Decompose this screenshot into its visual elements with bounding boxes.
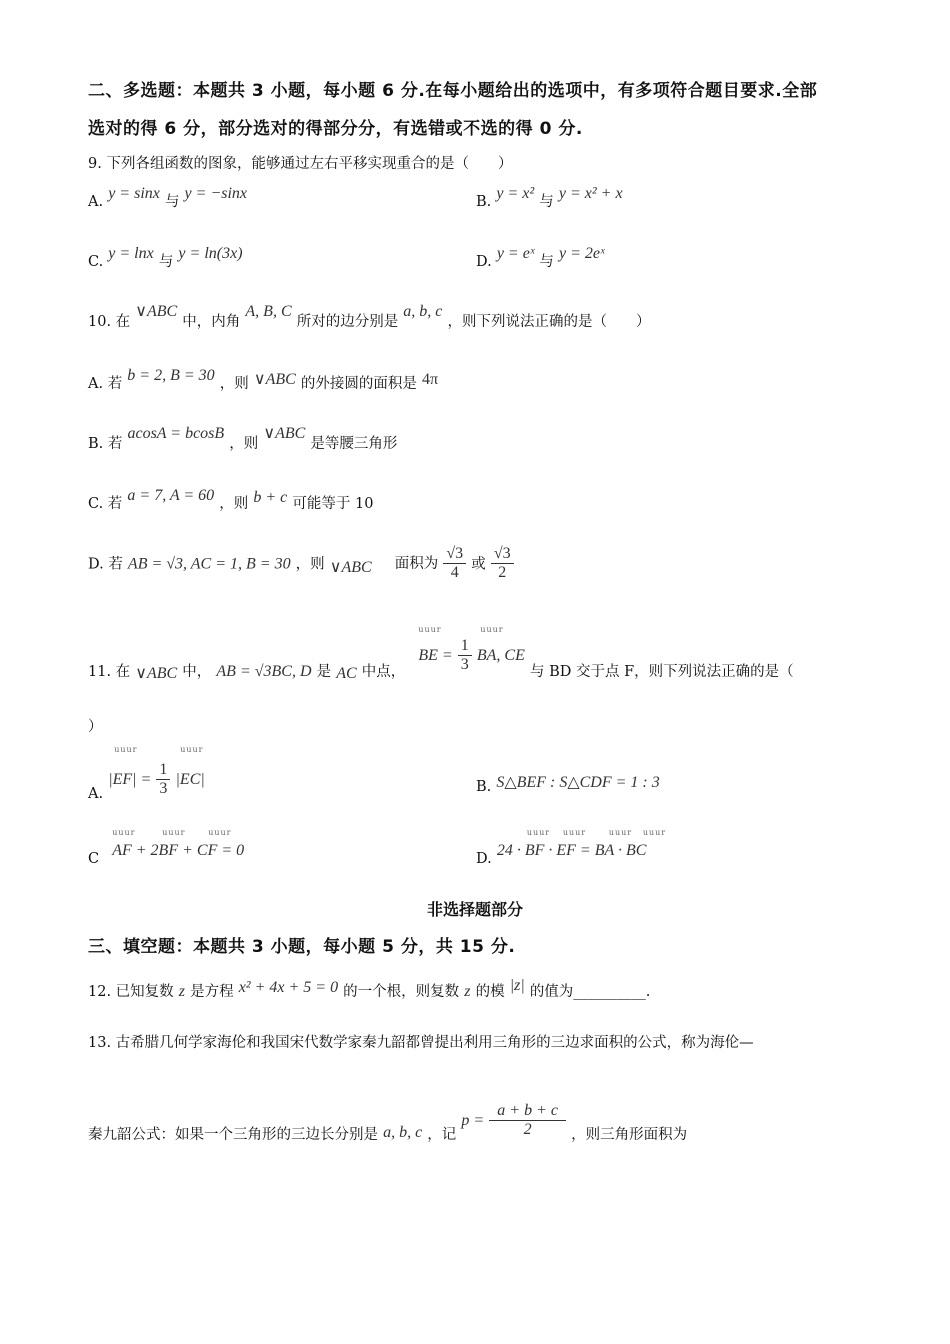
option-text: 可能等于 10 xyxy=(292,496,374,512)
option-formula: S△BEF : S△CDF = 1 : 3 xyxy=(496,774,660,791)
option-formula xyxy=(108,745,205,798)
q11-stem-close: ） xyxy=(88,719,103,735)
answer-blank[interactable]: 的值为__________. xyxy=(529,984,651,1000)
vector-arrow-icon: uuur xyxy=(180,745,204,754)
q10-option-a[interactable] xyxy=(88,367,439,393)
join-text: 与 xyxy=(539,194,554,210)
p-fraction xyxy=(489,1102,566,1140)
stem-text: 是方程 xyxy=(190,984,234,1000)
option-label: B. xyxy=(476,779,492,795)
or-text: 或 xyxy=(471,556,486,573)
equation: x² + 4x + 5 = 0 xyxy=(238,979,339,996)
vector-arrow-icon: uuur xyxy=(526,828,551,837)
option-label: A. 若 xyxy=(88,376,123,392)
condition: AB = √3, AC = 1, B = 30 xyxy=(127,555,291,573)
q11-option-c[interactable] xyxy=(88,828,245,867)
vector-arrow-icon: uuur xyxy=(642,828,667,837)
sides: a, b, c xyxy=(403,303,443,320)
formula: y = eˣ xyxy=(496,245,535,262)
stem-text: ，记 xyxy=(427,1127,457,1144)
option-label: A. xyxy=(88,786,104,803)
option-label: A. xyxy=(88,194,104,210)
vector-equation xyxy=(418,625,525,674)
stem-text: 12. 已知复数 xyxy=(88,984,174,1000)
option-label: D. 若 xyxy=(88,556,123,573)
q9-stem: 9. 下列各组函数的图象，能够通过左右平移实现重合的是（ ） xyxy=(88,156,513,172)
formula: y = x² + x xyxy=(558,185,623,202)
stem-text: ，则下列说法正确的是（ ） xyxy=(447,314,651,330)
triangle-symbol: ∨ABC xyxy=(253,371,296,388)
lhs: |EF| = xyxy=(108,771,152,789)
stem-text: 的模 xyxy=(475,984,505,1000)
be-rhs: BA, CE xyxy=(476,647,525,665)
fraction-2 xyxy=(491,545,514,583)
section2-header-line2: 选对的得 6 分，部分选对的得部分分，有选错或不选的得 0 分. xyxy=(88,119,583,139)
q11-option-b[interactable] xyxy=(476,772,660,795)
option-label: C xyxy=(88,851,100,867)
q9-option-d[interactable] xyxy=(476,245,605,271)
be-lhs: BE = xyxy=(418,647,453,665)
vector-arrow-icon: uuur xyxy=(608,828,633,837)
q10-option-b[interactable] xyxy=(88,425,398,453)
var-z: z xyxy=(178,983,185,1000)
numerator: √3 xyxy=(443,545,466,564)
condition: b = 2, B = 30 xyxy=(127,367,215,384)
stem-text: 是 xyxy=(316,664,332,681)
stem-text: 中， xyxy=(182,664,212,681)
then-text: ，则 xyxy=(219,376,249,392)
stem-text: 与 BD 交于点 F，则下列说法正确的是（ xyxy=(529,664,794,681)
option-text: 的外接圆的面积是 xyxy=(300,376,417,392)
rhs: |EC| xyxy=(175,771,205,789)
p-lhs: p = xyxy=(461,1112,485,1130)
section2-header-line1: 二、多选题：本题共 3 小题，每小题 6 分.在每小题给出的选项中，有多项符合题目要求.全部 xyxy=(88,81,818,101)
q13-line1: 13. 古希腊几何学家海伦和我国宋代数学家秦九韶都曾提出利用三角形的三边求面积的公式，称为海伦— xyxy=(88,1035,754,1051)
triangle-symbol: ∨ABC xyxy=(329,559,372,577)
triangle-symbol: ∨ABC xyxy=(263,425,306,442)
q10-option-d[interactable] xyxy=(88,545,514,583)
option-label: C. 若 xyxy=(88,496,123,512)
vector-arrow-icon: uuur xyxy=(162,828,186,837)
option-text: 是等腰三角形 xyxy=(310,436,398,452)
denominator: 3 xyxy=(460,656,469,674)
join-text: 与 xyxy=(539,254,554,270)
then-text: ，则 xyxy=(295,556,325,573)
q10-number: 10. 在 xyxy=(88,314,131,330)
modulus: |z| xyxy=(509,977,525,994)
expression: AF + 2BF + CF = 0 xyxy=(112,842,245,859)
vector-arrow-icon: uuur xyxy=(418,625,442,634)
option-formula xyxy=(112,828,245,859)
q11-option-d[interactable] xyxy=(476,828,667,867)
angles: A, B, C xyxy=(245,303,292,320)
vector-arrow-icon: uuur xyxy=(114,745,138,754)
q9-option-c[interactable] xyxy=(88,245,243,271)
expression: b + c xyxy=(253,489,288,506)
segment-ac: AC xyxy=(336,665,357,683)
value: 4π xyxy=(421,371,439,388)
triangle-symbol: ∨ABC xyxy=(135,665,178,683)
formula: y = ln(3x) xyxy=(178,245,243,262)
option-label: C. xyxy=(88,254,104,270)
option-text: 面积为 xyxy=(394,556,439,573)
q9-option-b[interactable] xyxy=(476,185,623,211)
stem-text: ，则三角形面积为 xyxy=(571,1127,688,1144)
var-z: z xyxy=(464,983,471,1000)
join-text: 与 xyxy=(164,194,180,210)
vector-arrow-icon: uuur xyxy=(562,828,587,837)
then-text: ，则 xyxy=(219,496,249,512)
sides: a, b, c xyxy=(383,1124,423,1142)
fraction xyxy=(458,637,472,675)
option-label: D. xyxy=(476,851,492,867)
section3-header: 三、填空题：本题共 3 小题，每小题 5 分，共 15 分. xyxy=(88,937,516,957)
fraction xyxy=(156,761,170,799)
formula: y = −sinx xyxy=(184,185,248,202)
numerator: 1 xyxy=(458,637,472,656)
q10-stem xyxy=(88,303,651,331)
denominator: 2 xyxy=(498,564,507,582)
condition: a = 7, A = 60 xyxy=(127,487,215,504)
vector-arrow-icon: uuur xyxy=(480,625,504,634)
nonchoice-title: 非选择题部分 xyxy=(426,900,523,919)
formula: y = sinx xyxy=(108,185,160,202)
q11-option-a[interactable] xyxy=(88,745,205,803)
condition: acosA = bcosB xyxy=(127,425,225,442)
q10-option-c[interactable] xyxy=(88,487,374,513)
condition: AB = √3BC, D xyxy=(216,663,312,681)
q13-line2 xyxy=(88,1090,688,1144)
option-formula xyxy=(496,828,667,859)
vector-arrow-icon: uuur xyxy=(112,828,136,837)
q11-number: 11. 在 xyxy=(88,664,131,681)
numerator: a + b + c xyxy=(489,1102,566,1121)
option-label: D. xyxy=(476,254,492,270)
then-text: ，则 xyxy=(229,436,259,452)
formula: y = lnx xyxy=(108,245,154,262)
numerator: √3 xyxy=(491,545,514,564)
option-label: B. xyxy=(476,194,492,210)
stem-text: 中点， xyxy=(361,664,406,681)
denominator: 2 xyxy=(523,1121,532,1139)
expression: 24 · BF · EF = BA · BC xyxy=(496,842,647,859)
option-label: B. 若 xyxy=(88,436,123,452)
triangle-symbol: ∨ABC xyxy=(135,303,178,320)
stem-text: 中，内角 xyxy=(182,314,241,330)
q9-option-a[interactable] xyxy=(88,185,248,211)
formula: y = 2eˣ xyxy=(559,245,605,262)
formula: y = x² xyxy=(496,185,535,202)
stem-text: 秦九韶公式：如果一个三角形的三边长分别是 xyxy=(88,1127,378,1144)
numerator: 1 xyxy=(156,761,170,780)
denominator: 3 xyxy=(159,780,168,798)
fraction-1 xyxy=(443,545,466,583)
q12-stem xyxy=(88,977,651,1001)
stem-text: 所对的边分别是 xyxy=(296,314,399,330)
denominator: 4 xyxy=(450,564,459,582)
q11-stem xyxy=(88,625,794,683)
join-text: 与 xyxy=(158,254,174,270)
vector-arrow-icon: uuur xyxy=(208,828,232,837)
stem-text: 的一个根，则复数 xyxy=(343,984,460,1000)
